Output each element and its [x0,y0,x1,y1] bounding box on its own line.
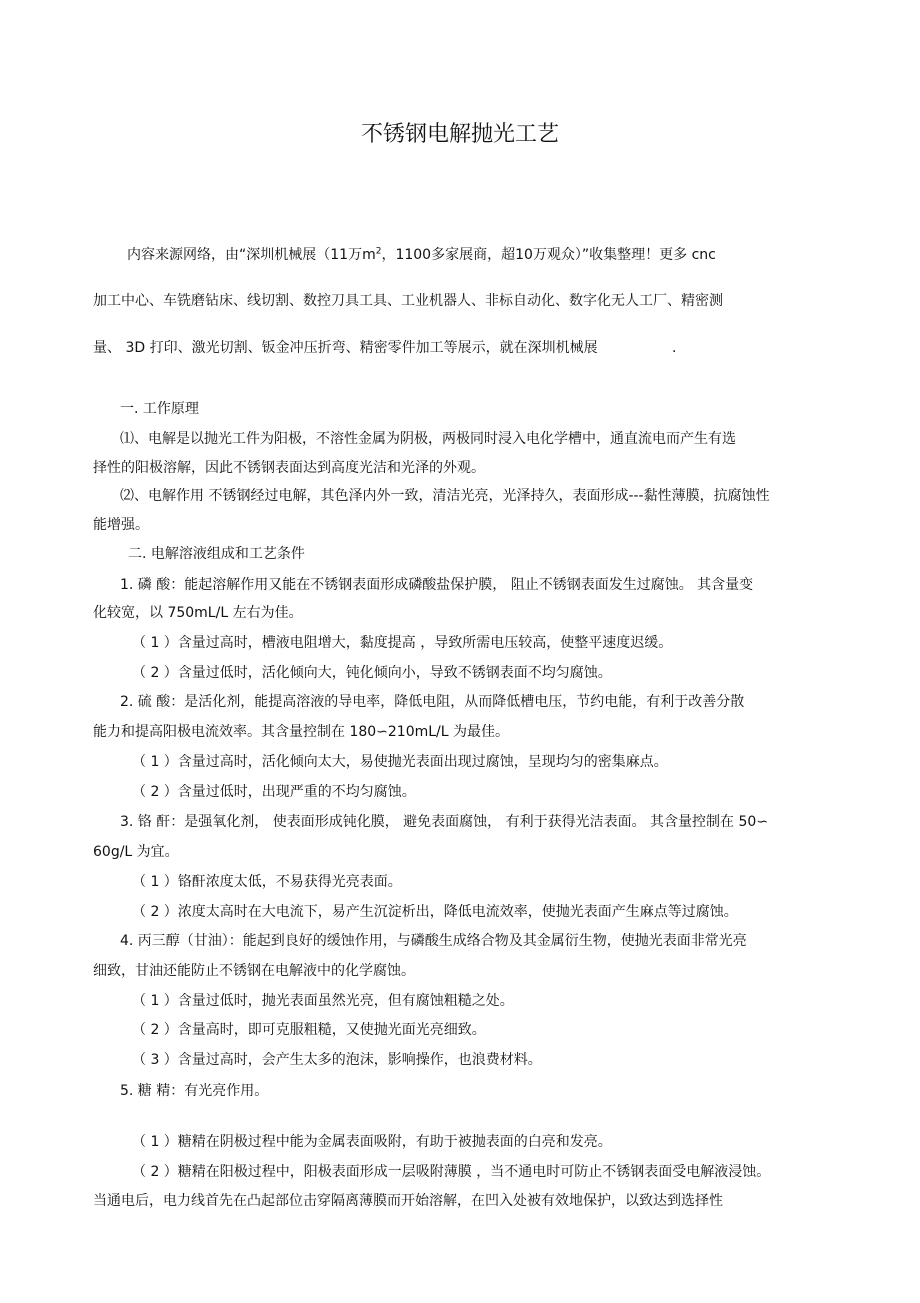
intro-text: 内容来源网络，由“深圳机械展（11万m [127,247,376,263]
paragraph-line: 4. 丙三醇（甘油）：能起到良好的缓蚀作用，与磷酸生成络合物及其金属衍生物，使抛光表面非常光亮 [120,933,747,949]
paragraph-line: 能力和提高阳极电流效率。其含量控制在 180∽210mL/L 为最佳。 [93,724,510,740]
paragraph-line: （ 2 ）浓度太高时在大电流下，易产生沉淀析出，降低电流效率，使抛光表面产生麻点等过腐蚀。 [132,904,738,920]
paragraph-line: （ 2 ）糖精在阳极过程中，阳极表面形成一层吸附薄膜 ，当不通电时可防止不锈钢表面受电解液浸蚀。 [132,1164,771,1180]
intro-text: ，1100多家展商，超10万观众）”收集整理！更多 cnc [381,247,716,263]
paragraph-line: 5. 糖 精：有光亮作用。 [120,1083,269,1099]
section-heading-2: 二. 电解溶液组成和工艺条件 [128,546,305,562]
paragraph-line: 当通电后，电力线首先在凸起部位击穿隔离薄膜而开始溶解，在凹入处被有效地保护，以致达到选择性 [93,1193,723,1209]
paragraph-line: 细致，甘油还能防止不锈钢在电解液中的化学腐蚀。 [93,963,415,979]
paragraph-line: 2. 硫 酸：是活化剂，能提高溶液的导电率，降低电阻，从而降低槽电压，节约电能，有利于改善分散 [120,694,745,710]
paragraph-line: （ 2 ）含量高时，即可克服粗糙，又使抛光面光亮细致。 [132,1022,486,1038]
paragraph-line: （ 2 ）含量过低时，出现严重的不均匀腐蚀。 [132,784,416,800]
paragraph-line: （ 2 ）含量过低时，活化倾向大，钝化倾向小，导致不锈钢表面不均匀腐蚀。 [132,665,612,681]
paragraph-line: ⑵、电解作用 不锈钢经过电解，其色泽内外一致，清洁光亮，光泽持久，表面形成---黏性薄膜，抗腐蚀性 [120,488,770,504]
intro-line-3: 量、 3D 打印、激光切割、钣金冲压折弯、精密零件加工等展示，就在深圳机械展 [93,340,598,356]
page-title: 不锈钢电解抛光工艺 [360,122,559,147]
intro-line-3-end: . [672,340,677,356]
paragraph-line: （ 1 ）铬酐浓度太低，不易获得光亮表面。 [132,874,402,890]
paragraph-line: 择性的阳极溶解，因此不锈钢表面达到高度光洁和光泽的外观。 [93,460,485,476]
paragraph-line: 3. 铬 酐：是强氧化剂， 使表面形成钝化膜， 避免表面腐蚀， 有利于获得光洁表面。 其含量控制在 50∽ [120,814,769,830]
section-heading-1: 一. 工作原理 [120,401,199,417]
paragraph-line: 60g/L 为宜。 [93,844,179,860]
paragraph-line: （ 1 ）糖精在阴极过程中能为金属表面吸附，有助于被抛表面的白亮和发亮。 [132,1134,612,1150]
intro-line-1 [127,246,716,264]
paragraph-line: 能增强。 [93,517,149,533]
intro-line-2: 加工中心、车铣磨钻床、线切割、数控刀具工具、工业机器人、非标自动化、数字化无人工厂、精密测 [93,293,723,309]
paragraph-line: （ 1 ）含量过高时，活化倾向太大，易使抛光表面出现过腐蚀，呈现均匀的密集麻点。 [132,754,668,770]
paragraph-line: （ 1 ）含量过高时，槽液电阻增大，黏度提高 ，导致所需电压较高，使整平速度迟缓。 [132,635,673,651]
paragraph-line: 化较宽，以 750mL/L 左右为佳。 [93,605,303,621]
paragraph-line: （ 3 ）含量过高时，会产生太多的泡沫，影响操作，也浪费材料。 [132,1052,542,1068]
paragraph-line: ⑴、电解是以抛光工件为阳极，不溶性金属为阴极，两极同时浸入电化学槽中，通直流电而产生有选 [120,431,736,447]
paragraph-line: （ 1 ）含量过低时，抛光表面虽然光亮，但有腐蚀粗糙之处。 [132,993,514,1009]
paragraph-line: 1. 磷 酸：能起溶解作用又能在不锈钢表面形成磷酸盐保护膜， 阻止不锈钢表面发生过腐蚀。 其含量变 [120,577,754,593]
superscript: 2 [375,246,382,257]
